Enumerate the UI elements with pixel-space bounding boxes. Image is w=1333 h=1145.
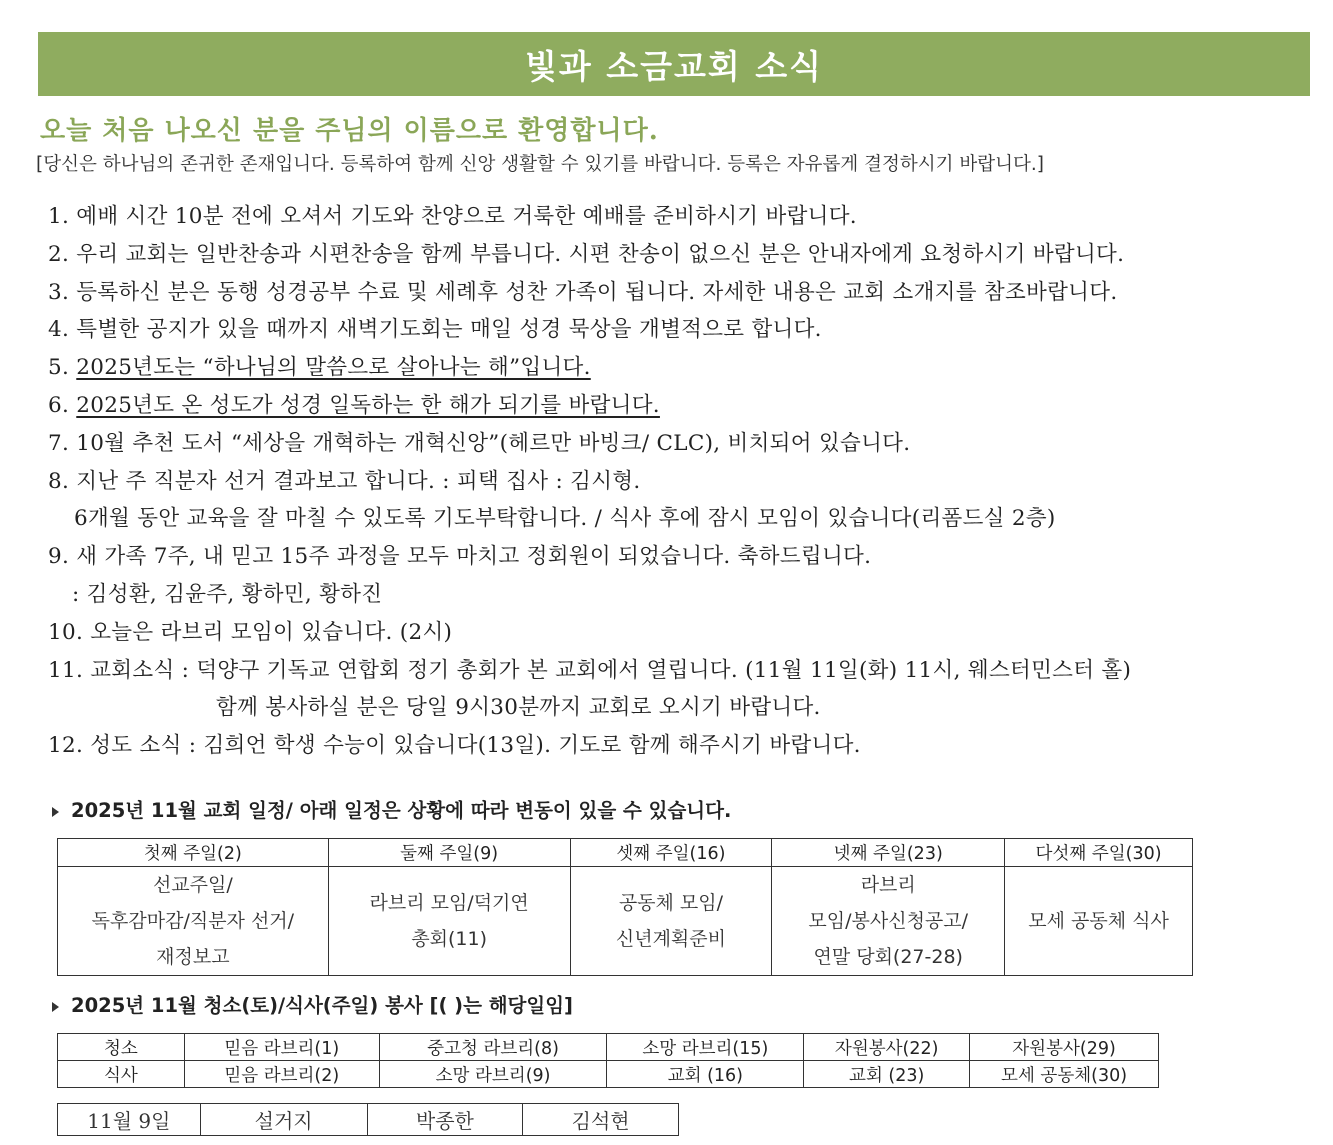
notice-item	[48, 614, 1318, 652]
notice-continuation	[48, 500, 1318, 538]
notice-text: 예배 시간 10분 전에 오셔서 기도와 찬양으로 거룩한 예배를 준비하시기 바랍니다.	[76, 204, 857, 229]
service-cell: 교회 (16)	[607, 1061, 804, 1088]
welcome-headline: 오늘 처음 나오신 분을 주님의 이름으로 환영합니다.	[40, 116, 659, 146]
schedule-header: 셋째 주일(16)	[570, 839, 772, 867]
notice-text: 지난 주 직분자 선거 결과보고 합니다. : 피택 집사 : 김시형.	[76, 468, 641, 494]
schedule-header: 넷째 주일(23)	[772, 839, 1005, 867]
service-row-label: 식사	[58, 1061, 185, 1088]
schedule-body-row	[58, 867, 1193, 976]
schedule-header: 첫째 주일(2)	[58, 839, 329, 867]
notice-number: 2.	[48, 241, 70, 267]
triangle-bullet-icon	[52, 807, 59, 817]
notice-item	[48, 387, 1318, 425]
schedule-cell: 모세 공동체 식사	[1005, 867, 1193, 976]
schedule-header: 다섯째 주일(30)	[1005, 839, 1193, 867]
schedule-heading: 2025년 11월 교회 일정/ 아래 일정은 상황에 따라 변동이 있을 수 있습니다.	[52, 795, 731, 823]
notice-text: 6개월 동안 교육을 잘 마칠 수 있도록 기도부탁합니다. / 식사 후에 잠시 모임이 있습니다(리폼드실 2층)	[74, 506, 1056, 532]
notice-text: 함께 봉사하실 분은 당일 9시30분까지 교회로 오시기 바랍니다.	[216, 695, 821, 721]
notice-item	[48, 236, 1318, 274]
notice-item	[48, 652, 1318, 690]
notice-number: 1.	[48, 204, 70, 229]
service-table	[57, 1033, 1159, 1088]
notice-item	[48, 538, 1318, 576]
dishwashing-row	[58, 1104, 679, 1136]
schedule-cell: 공동체 모임/ 신년계획준비	[570, 867, 772, 976]
notice-number: 5.	[48, 355, 70, 381]
service-cell: 교회 (23)	[804, 1061, 970, 1088]
notice-item	[48, 349, 1318, 387]
notice-continuation	[48, 689, 1318, 727]
bulletin-title: 빛과 소금교회 소식	[524, 46, 823, 86]
dishwashing-person: 김석현	[523, 1104, 679, 1136]
notice-continuation	[48, 576, 1318, 614]
notice-text: 2025년도는 “하나님의 말씀으로 살아나는 해”입니다.	[76, 355, 591, 381]
service-cell: 자원봉사(22)	[804, 1034, 970, 1061]
notice-number: 12.	[48, 733, 84, 759]
notice-number: 4.	[48, 317, 70, 343]
notice-list	[48, 198, 1318, 765]
notice-number: 11.	[48, 657, 84, 683]
service-row-cleaning	[58, 1034, 1159, 1061]
service-cell: 자원봉사(29)	[970, 1034, 1159, 1061]
notice-number: 3.	[48, 279, 70, 305]
service-cell: 중고청 라브리(8)	[379, 1034, 607, 1061]
service-cell: 소망 라브리(15)	[607, 1034, 804, 1061]
notice-item	[48, 727, 1318, 765]
notice-text: 10월 추천 도서 “세상을 개혁하는 개혁신앙”(헤르만 바빙크/ CLC), 비치되어 있습니다.	[76, 430, 911, 456]
notice-text: 등록하신 분은 동행 성경공부 수료 및 세례후 성찬 가족이 됩니다. 자세한 내용은 교회 소개지를 참조바랍니다.	[76, 279, 1118, 305]
service-row-label: 청소	[58, 1034, 185, 1061]
dishwashing-label: 설거지	[200, 1104, 367, 1136]
notice-number: 6.	[48, 392, 70, 418]
notice-number: 7.	[48, 430, 70, 456]
notice-number: 8.	[48, 468, 70, 494]
service-cell: 믿음 라브리(1)	[184, 1034, 379, 1061]
notice-number: 9.	[48, 544, 70, 570]
notice-text: : 김성환, 김윤주, 황하민, 황하진	[72, 581, 383, 607]
notice-text: 새 가족 7주, 내 믿고 15주 과정을 모두 마치고 정회원이 되었습니다. 축하드립니다.	[76, 544, 872, 570]
notice-item	[48, 274, 1318, 312]
service-cell: 믿음 라브리(2)	[184, 1061, 379, 1088]
service-row-meal	[58, 1061, 1159, 1088]
notice-item	[48, 198, 1318, 236]
schedule-cell: 선교주일/ 독후감마감/직분자 선거/ 재정보고	[58, 867, 329, 976]
schedule-header-row	[58, 839, 1193, 867]
notice-item	[48, 311, 1318, 349]
notice-number: 10.	[48, 619, 84, 645]
triangle-bullet-icon	[52, 1002, 59, 1012]
service-cell: 모세 공동체(30)	[970, 1061, 1159, 1088]
header-banner	[38, 32, 1310, 96]
dishwashing-date: 11월 9일	[58, 1104, 201, 1136]
schedule-cell: 라브리 모임/봉사신청공고/ 연말 당회(27-28)	[772, 867, 1005, 976]
schedule-table	[57, 838, 1193, 976]
welcome-note: [당신은 하나님의 존귀한 존재입니다. 등록하여 함께 신앙 생활할 수 있기를 바랍니다. 등록은 자유롭게 결정하시기 바랍니다.]	[36, 154, 1044, 175]
dishwashing-person: 박종한	[367, 1104, 523, 1136]
schedule-header: 둘째 주일(9)	[328, 839, 570, 867]
notice-text: 우리 교회는 일반찬송과 시편찬송을 함께 부릅니다. 시편 찬송이 없으신 분은 안내자에게 요청하시기 바랍니다.	[76, 241, 1125, 267]
notice-text: 특별한 공지가 있을 때까지 새벽기도회는 매일 성경 묵상을 개별적으로 합니다.	[76, 317, 822, 343]
notice-text: 2025년도 온 성도가 성경 일독하는 한 해가 되기를 바랍니다.	[76, 392, 660, 418]
notice-text: 교회소식 : 덕양구 기독교 연합회 정기 총회가 본 교회에서 열립니다. (11월 11일(화) 11시, 웨스터민스터 홀)	[90, 657, 1132, 683]
schedule-cell: 라브리 모임/덕기연 총회(11)	[328, 867, 570, 976]
notice-text: 오늘은 라브리 모임이 있습니다. (2시)	[90, 619, 453, 645]
service-heading: 2025년 11월 청소(토)/식사(주일) 봉사 [( )는 해당일임]	[52, 990, 573, 1018]
notice-text: 성도 소식 : 김희언 학생 수능이 있습니다(13일). 기도로 함께 해주시기 바랍니다.	[90, 733, 861, 759]
dishwashing-table	[57, 1103, 679, 1136]
service-cell: 소망 라브리(9)	[379, 1061, 607, 1088]
notice-item	[48, 425, 1318, 463]
notice-item	[48, 463, 1318, 501]
